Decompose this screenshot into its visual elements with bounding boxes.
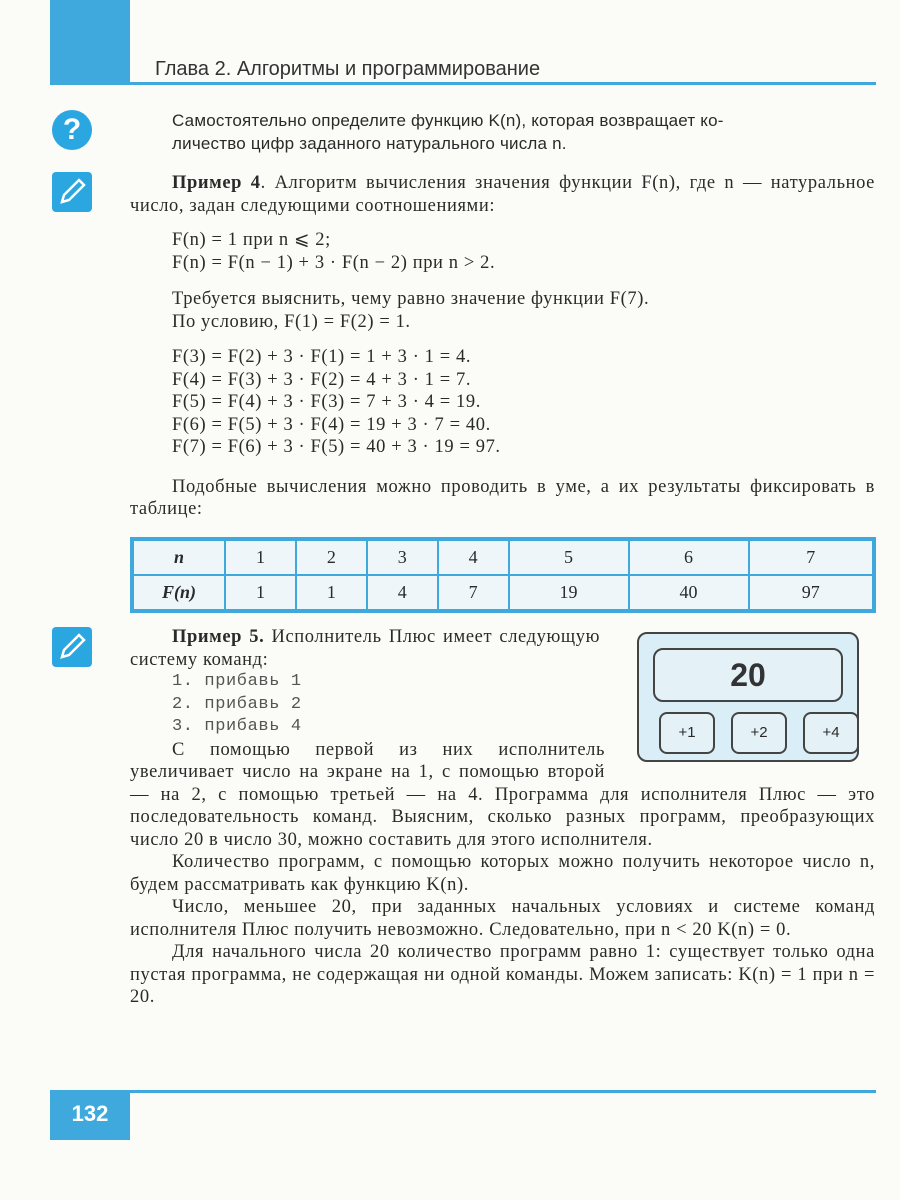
values-table — [130, 537, 876, 613]
table-row: F(n) 1 1 4 7 19 40 97 — [132, 575, 874, 611]
question-icon: ? — [52, 110, 92, 150]
plus-4-button: +4 — [803, 712, 859, 754]
chapter-title: Глава 2. Алгоритмы и программирование — [155, 58, 541, 80]
example-5: Пример 5. Исполнитель Плюс имеет следующую систему команд: 1. прибавь 1 2. прибавь 2 3. прибавь 4 С помощью первой из них исполнитель увеличивает число на экране на 1, с помощью второй — на 2, с помощью третьей — на 4. Программа для исполнителя Плюс — это последовательность команд. Выясним, сколько разных программ, преобразующих число 20 в число 30, можно составить для этого исполнителя. Количество программ, с помощью которых можно получить некоторое число n, будем рассматривать как функцию K(n). Число, меньшее 20, при заданных начальных условиях и системе команд исполнителя Плюс получить невозможно. Следовательно, при n < 20 K(n) = 0. Для начального числа 20 количество программ равно 1: существует только одна пустая программа, не содержащая ни одной команды. Можем записать: K(n) = 1 при n = 20. — [130, 627, 875, 1007]
page-number: 132 — [50, 1092, 130, 1140]
table-row: n 1 2 3 4 5 6 7 — [132, 539, 874, 575]
example-4: Пример 4. Алгоритм вычисления значения функции F(n), где n — натуральное число, задан следующими соотношениями: F(n) = 1 при n ⩽ 2; F(n) = F(n − 1) + 3 · F(n − 2) при n > 2. Требуется выяснить, чему равно значение функции F(7). По условию, F(1) = F(2) = 1. F(3) = F(2) + 3 · F(1) = 1 + 3 · 1 = 4. F(4) = F(3) + 3 · F(2) = 4 + 3 · 1 = 7. F(5) = F(4) + 3 · F(3) = 7 + 3 · 4 = 19. F(6) = F(5) + 3 · F(4) = 19 + 3 · 7 = 40. F(7) = F(6) + 3 · F(5) = 40 + 3 · 19 = 97. Подобные вычисления можно проводить в уме, а их результаты фиксировать в таблице: — [130, 173, 875, 519]
header-divider — [50, 82, 876, 85]
pencil-icon — [52, 172, 92, 212]
device-screen: 20 — [653, 648, 843, 702]
plus-executor-device — [637, 632, 859, 762]
question-text: Самостоятельно определите функцию K(n), которая возвращает ко- личество цифр заданного натурального числа n. — [172, 111, 724, 153]
plus-2-button: +2 — [731, 712, 787, 754]
chapter-band — [50, 0, 130, 82]
plus-1-button: +1 — [659, 712, 715, 754]
footer-divider — [50, 1090, 876, 1093]
pencil-icon — [52, 627, 92, 667]
